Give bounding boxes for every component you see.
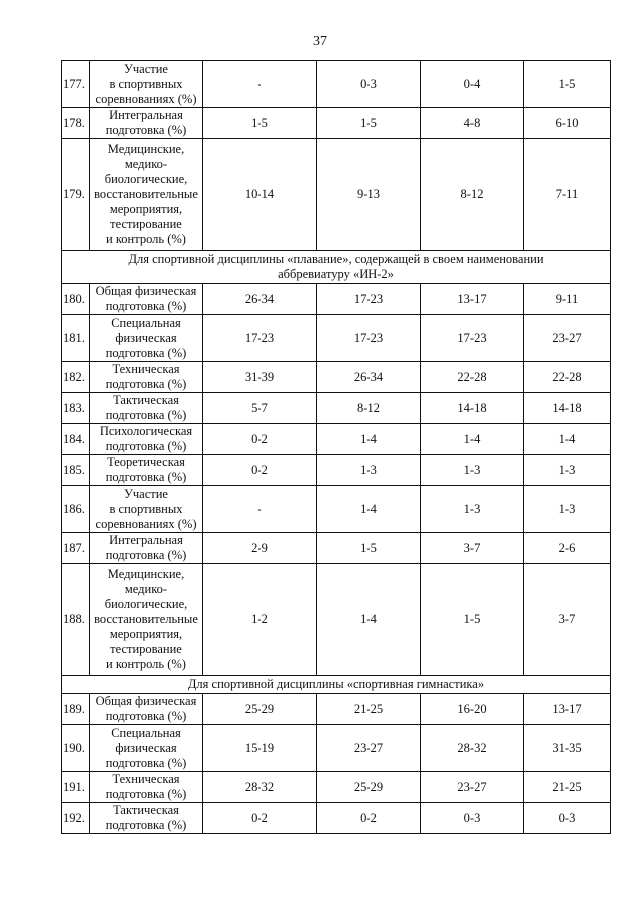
stage-value-2: 9-13 xyxy=(317,139,421,251)
section-header-row xyxy=(62,676,611,694)
stage-value-1: 26-34 xyxy=(203,284,317,315)
table-row xyxy=(62,424,611,455)
stage-value-1: 0-2 xyxy=(203,455,317,486)
stage-value-3: 22-28 xyxy=(421,362,524,393)
stage-value-1: 17-23 xyxy=(203,315,317,362)
training-type: Тактическая подготовка (%) xyxy=(90,393,203,424)
row-number: 181. xyxy=(62,315,90,362)
stage-value-4: 3-7 xyxy=(524,564,611,676)
stage-value-1: 28-32 xyxy=(203,772,317,803)
row-number: 190. xyxy=(62,725,90,772)
stage-value-2: 1-5 xyxy=(317,533,421,564)
training-type: Медицинские, медико- биологические, восстановительные мероприятия, тестирование и контроль (%) xyxy=(90,564,203,676)
row-number: 178. xyxy=(62,108,90,139)
stage-value-3: 16-20 xyxy=(421,694,524,725)
stage-value-3: 4-8 xyxy=(421,108,524,139)
table-row xyxy=(62,803,611,834)
table-row xyxy=(62,139,611,251)
training-type: Специальная физическая подготовка (%) xyxy=(90,725,203,772)
stage-value-3: 23-27 xyxy=(421,772,524,803)
stage-value-4: 13-17 xyxy=(524,694,611,725)
stage-value-3: 1-4 xyxy=(421,424,524,455)
row-number: 179. xyxy=(62,139,90,251)
stage-value-2: 1-4 xyxy=(317,486,421,533)
row-number: 177. xyxy=(62,61,90,108)
page-number: 37 xyxy=(313,34,327,49)
stage-value-4: 1-5 xyxy=(524,61,611,108)
row-number: 189. xyxy=(62,694,90,725)
stage-value-3: 8-12 xyxy=(421,139,524,251)
row-number: 186. xyxy=(62,486,90,533)
stage-value-3: 13-17 xyxy=(421,284,524,315)
stage-value-1: 0-2 xyxy=(203,803,317,834)
stage-value-1: 15-19 xyxy=(203,725,317,772)
training-type: Общая физическая подготовка (%) xyxy=(90,694,203,725)
stage-value-1: - xyxy=(203,486,317,533)
row-number: 184. xyxy=(62,424,90,455)
table-row xyxy=(62,362,611,393)
table-row xyxy=(62,486,611,533)
stage-value-2: 1-5 xyxy=(317,108,421,139)
stage-value-2: 1-3 xyxy=(317,455,421,486)
stage-value-2: 1-4 xyxy=(317,424,421,455)
training-ratio-table xyxy=(61,60,611,834)
table-row xyxy=(62,725,611,772)
row-number: 183. xyxy=(62,393,90,424)
stage-value-1: 31-39 xyxy=(203,362,317,393)
stage-value-3: 0-3 xyxy=(421,803,524,834)
section-title: Для спортивной дисциплины «плавание», содержащей в своем наименовании аббревиатуру «ИН-2» xyxy=(62,251,611,284)
training-type: Психологическая подготовка (%) xyxy=(90,424,203,455)
row-number: 187. xyxy=(62,533,90,564)
training-type: Медицинские, медико- биологические, восстановительные мероприятия, тестирование и контроль (%) xyxy=(90,139,203,251)
stage-value-2: 25-29 xyxy=(317,772,421,803)
stage-value-2: 1-4 xyxy=(317,564,421,676)
stage-value-3: 17-23 xyxy=(421,315,524,362)
stage-value-4: 2-6 xyxy=(524,533,611,564)
stage-value-1: 5-7 xyxy=(203,393,317,424)
stage-value-2: 21-25 xyxy=(317,694,421,725)
training-type: Интегральная подготовка (%) xyxy=(90,533,203,564)
training-type: Специальная физическая подготовка (%) xyxy=(90,315,203,362)
stage-value-4: 6-10 xyxy=(524,108,611,139)
table-row xyxy=(62,393,611,424)
training-type: Техническая подготовка (%) xyxy=(90,362,203,393)
stage-value-1: 10-14 xyxy=(203,139,317,251)
stage-value-4: 14-18 xyxy=(524,393,611,424)
training-type: Участие в спортивных соревнованиях (%) xyxy=(90,61,203,108)
stage-value-3: 0-4 xyxy=(421,61,524,108)
section-header-row xyxy=(62,251,611,284)
row-number: 192. xyxy=(62,803,90,834)
training-type: Тактическая подготовка (%) xyxy=(90,803,203,834)
stage-value-4: 1-3 xyxy=(524,486,611,533)
training-type: Участие в спортивных соревнованиях (%) xyxy=(90,486,203,533)
table-row xyxy=(62,61,611,108)
table-row xyxy=(62,533,611,564)
stage-value-1: 1-2 xyxy=(203,564,317,676)
stage-value-3: 1-3 xyxy=(421,486,524,533)
stage-value-3: 1-3 xyxy=(421,455,524,486)
stage-value-2: 17-23 xyxy=(317,315,421,362)
stage-value-2: 0-3 xyxy=(317,61,421,108)
table-body xyxy=(62,61,611,834)
table-row xyxy=(62,108,611,139)
row-number: 180. xyxy=(62,284,90,315)
section-title: Для спортивной дисциплины «спортивная гимнастика» xyxy=(62,676,611,694)
stage-value-4: 21-25 xyxy=(524,772,611,803)
row-number: 191. xyxy=(62,772,90,803)
stage-value-2: 23-27 xyxy=(317,725,421,772)
row-number: 182. xyxy=(62,362,90,393)
stage-value-1: 2-9 xyxy=(203,533,317,564)
table-row xyxy=(62,315,611,362)
training-type: Интегральная подготовка (%) xyxy=(90,108,203,139)
table-row xyxy=(62,455,611,486)
training-type: Теоретическая подготовка (%) xyxy=(90,455,203,486)
stage-value-2: 26-34 xyxy=(317,362,421,393)
stage-value-4: 9-11 xyxy=(524,284,611,315)
stage-value-4: 1-3 xyxy=(524,455,611,486)
stage-value-4: 1-4 xyxy=(524,424,611,455)
stage-value-4: 22-28 xyxy=(524,362,611,393)
table-row xyxy=(62,284,611,315)
table-row xyxy=(62,772,611,803)
stage-value-1: 25-29 xyxy=(203,694,317,725)
stage-value-2: 17-23 xyxy=(317,284,421,315)
row-number: 185. xyxy=(62,455,90,486)
stage-value-1: 0-2 xyxy=(203,424,317,455)
stage-value-3: 3-7 xyxy=(421,533,524,564)
stage-value-3: 14-18 xyxy=(421,393,524,424)
training-type: Техническая подготовка (%) xyxy=(90,772,203,803)
training-type: Общая физическая подготовка (%) xyxy=(90,284,203,315)
stage-value-3: 28-32 xyxy=(421,725,524,772)
row-number: 188. xyxy=(62,564,90,676)
stage-value-4: 7-11 xyxy=(524,139,611,251)
stage-value-4: 31-35 xyxy=(524,725,611,772)
stage-value-4: 23-27 xyxy=(524,315,611,362)
stage-value-2: 8-12 xyxy=(317,393,421,424)
table-row xyxy=(62,564,611,676)
stage-value-1: 1-5 xyxy=(203,108,317,139)
stage-value-3: 1-5 xyxy=(421,564,524,676)
stage-value-1: - xyxy=(203,61,317,108)
stage-value-4: 0-3 xyxy=(524,803,611,834)
stage-value-2: 0-2 xyxy=(317,803,421,834)
table-row xyxy=(62,694,611,725)
